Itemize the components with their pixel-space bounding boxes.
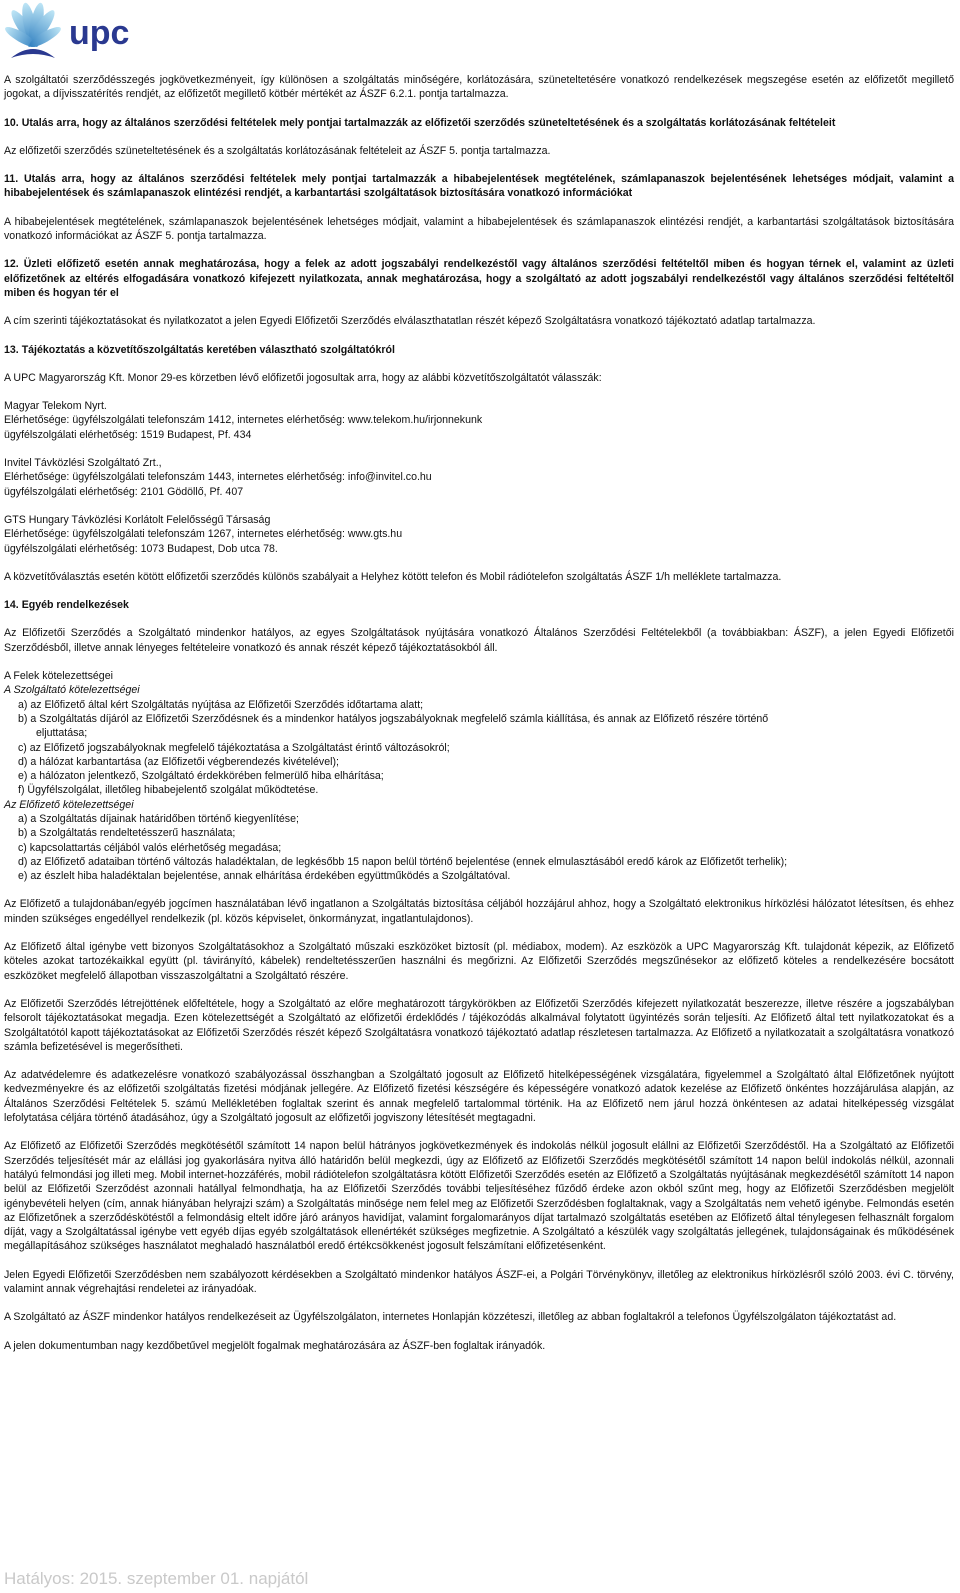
section-12-title: Üzleti előfizető esetén annak meghatározása, hogy a felek az adott jogszabályi rendelkezéstől vagy általános szerződési feltételtől miben és hogyan térnek el, valamint az üzleti előfizetőnek az eltérés elfogadására vonatkozó kifejezett nyilatkozata, annak meghatározása, hogy a szolgáltató az adott jogszabályi rendelkezéstől vagy általános szerződési feltételtől miben és hogyan tér el — [4, 258, 954, 299]
upc-logo-icon — [3, 0, 138, 66]
provider-contact: Elérhetősége: ügyfélszolgálati telefonszám 1443, internetes elérhetőség: info@invitel.co.hu — [4, 471, 432, 484]
section-14-paragraph: Az Előfizető által igénybe vett bizonyos Szolgáltatásokhoz a Szolgáltató műszaki eszközöket biztosít (pl. médiabox, modem). Az eszközök a UPC Magyarország Kft. tulajdonát képezik, az Előfizető köteles azokat tartozékaikkal együtt (pl. távirányító, kábelek) rendeltetésszerűen használni és megőrizni. Az Előfizetői Szerződés megszűnésekor az előfizető köteles a rendelkezésére bocsátott eszközöket megfelelő állapotban visszaszolgáltatni a Szolgáltató részére. — [4, 941, 954, 982]
section-10-title: Utalás arra, hogy az általános szerződési feltételek mely pontjai tartalmazzák az előfizetői szerződés szüneteltetésének és a szolgáltatás korlátozásának feltételeit — [21, 116, 836, 129]
list-item: a) az Előfizető által kért Szolgáltatás nyújtása az Előfizetői Szerződés időtartama alatt; — [18, 698, 424, 711]
section-12-heading — [4, 257, 954, 300]
section-14-heading — [4, 598, 954, 612]
upc-logo — [3, 0, 138, 66]
section-14-paragraph: Az Előfizető az Előfizetői Szerződés megkötésétől számított 14 napon belül hátrányos jogkövetkezmények és indokolás nélkül jogosult elállni az Előfizetői Szerződéstől. Ha a Szolgáltató az Előfizetői Szerződés teljesítését már az elállási jog gyakorlására nyitva álló határidőn belül megkezdi, úgy az Előfizető az Előfizetői Szerződés megkötésétől számított 14 napon belül indokolás nélkül, azonnali hatályú felmondási jog illeti meg. Mobil internet-hozzáférés, mobil rádiótelefon szolgáltatásra kötött Előfizetői Szerződés esetén az Előfizető a Szolgáltatás nyújtásának megkezdésétől számított 14 napon belül az Előfizetői Szerződést azonnali hatállyal felmondhatja, ha az Előfizetői Szerződés további teljesítéséhez fűződő érdeke azon okból szűnt meg, hogy az Előfizetői Szerződésben megjelölt igénybevételi helyen (cím, annak hiányában helyrajzi szám) a Szolgáltatás minősége nem felel meg az Előfizetői Szerződésben foglaltaknak, vagy a Szolgáltatás nem vehető igénybe. Felmondás esetén az Előfizetőnek a szerződéskötéstől a felmondásig eltelt időre járó arányos havidíjat, valamint forgalomarányos díjat tartalmazó szolgáltatás esetében az Előfizető által ténylegesen felhasznált forgalom díját, vagy a Szolgáltatással igénybe vett egyéb díjas egyéb szolgáltatások ellenértékét szükséges megfizetnie. A Szolgáltató a készülék vagy szolgáltatás jellegének, tulajdonságainak és működésének megállapításához szükséges használatot meghaladó használatból eredő értékcsökkenést jogosult felszámítani előfizetésenként. — [4, 1140, 954, 1253]
section-12-body: A cím szerinti tájékoztatásokat és nyilatkozatot a jelen Egyedi Előfizetői Szerződés elválaszthatatlan részét képező Szolgáltatásra vonatkozó tájékoztató adatlap tartalmazza. — [4, 315, 816, 328]
section-11-number: 11. — [4, 173, 19, 186]
list-item: f) Ügyfélszolgálat, illetőleg hibabejelentő szolgálat működtetése. — [18, 784, 319, 797]
section-14-paragraph: Az Előfizetői Szerződés létrejöttének előfeltétele, hogy a Szolgáltató az előre meghatározott tárgykörökben az Előfizetői Szerződés kifejezett nyilatkozatát beszerezze, illetve részére a jogszabályban felsorolt tájékoztatásokat megadja. Ezen kötelezettségét a Szolgáltató az előfizetői érdeklődés / tájékozódás alkalmával folytatott ügyintézés során teljesíti. Az Előfizető által tett nyilatkozatokat és a Szolgáltatótól kapott tájékoztatásokat az Előfizetői Szerződés részét képező Szolgáltatásra vonatkozó tájékoztató adatlap részletesen tartalmazza. Az Előfizető a nyilatkozatait a szolgáltatásra vonatkozó számla befizetésével is megerősítheti. — [4, 997, 954, 1053]
section-11-heading — [4, 172, 954, 201]
section-10-number: 10. — [4, 116, 19, 129]
section-13-heading — [4, 343, 954, 357]
section-11-title: Utalás arra, hogy az általános szerződési feltételek mely pontjai tartalmazzák a hibabejelentések megtételének, számlapanaszok bejelentésének lehetséges módjait, valamint a hibabejelentések és számlapanaszok elintézési rendjét, a karbantartási szolgáltatások biztosítására vonatkozó információkat — [4, 173, 954, 200]
provider-name: Invitel Távközlési Szolgáltató Zrt., — [4, 457, 162, 470]
section-14-paragraph: Az Előfizetői Szerződés a Szolgáltató mindenkor hatályos, az egyes Szolgáltatások nyújtására vonatkozó Általános Szerződési Feltételekből (a továbbiakban: ÁSZF), a jelen Egyedi Előfizetői Szerződésből, illetve annak lényeges feltételeire vonatkozó és annak részét képező tájékoztatásokból áll. — [4, 627, 954, 654]
list-item: e) a hálózaton jelentkező, Szolgáltató érdekkörében felmerülő hiba elhárítása; — [18, 770, 384, 783]
obligations-title: A Felek kötelezettségei — [4, 670, 113, 683]
section-14-paragraph: A jelen dokumentumban nagy kezdőbetűvel megjelölt fogalmak meghatározására az ÁSZF-ben foglaltak irányadók. — [4, 1339, 546, 1352]
section-10-body: Az előfizetői szerződés szüneteltetésének és a szolgáltatás korlátozásának feltételeit az ÁSZF 5. pontja tartalmazza. — [4, 144, 551, 157]
provider-block — [4, 513, 954, 556]
list-item: e) az észlelt hiba haladéktalan bejelentése, annak elhárítása érdekében együttműködés a Szolgáltatóval. — [18, 870, 511, 883]
section-13-intro: A UPC Magyarország Kft. Monor 29-es körzetben lévő előfizetői jogosultak arra, hogy az alábbi közvetítőszolgáltatót válasszák: — [4, 371, 602, 384]
provider-block — [4, 399, 954, 442]
list-item: c) az Előfizető jogszabályoknak megfelelő tájékoztatása a Szolgáltatást érintő változásokról; — [18, 741, 450, 754]
list-item: b) a Szolgáltatás rendeltetésszerű használata; — [18, 827, 236, 840]
provider-office: ügyfélszolgálati elérhetőség: 1519 Budapest, Pf. 434 — [4, 428, 252, 441]
section-14-paragraph: Jelen Egyedi Előfizetői Szerződésben nem szabályozott kérdésekben a Szolgáltató mindenkor hatályos ÁSZF-ei, a Polgári Törvénykönyv, illetőleg az elektronikus hírközlésről szóló 2003. évi C. törvény, valamint annak végrehajtási rendeletei az irányadóak. — [4, 1268, 954, 1295]
section-13-title: Tájékoztatás a közvetítőszolgáltatás keretében választható szolgáltatókról — [21, 343, 395, 356]
section-11-body: A hibabejelentések megtételének, számlapanaszok bejelentésének lehetséges módjait, valamint a hibabejelentések és számlapanaszok elintézési rendjét, a karbantartási szolgáltatások biztosítására vonatkozó információkat az ÁSZF 5. pontja tartalmazza. — [4, 215, 954, 243]
effective-date-watermark: Hatályos: 2015. szeptember 01. napjától — [4, 1569, 309, 1588]
list-item: c) kapcsolattartás céljából valós elérhetőség megadása; — [18, 841, 282, 854]
document-body — [4, 73, 954, 1353]
intro-paragraph: A szolgáltatói szerződésszegés jogkövetkezményeit, így különösen a szolgáltatás minőségére, korlátozására, szüneteltetésére vonatkozó rendelkezések megszegése esetén az előfizetőt megillető jogokat, a díjvisszatérítés rendjét, az előfizetőt megillető kötbér mértékét az ÁSZF 6.2.1. pontja tartalmazza. — [4, 74, 954, 101]
section-14-number: 14. — [4, 599, 19, 612]
section-13-outro: A közvetítőválasztás esetén kötött előfizetői szerződés különös szabályait a Helyhez kötött telefon és Mobil rádiótelefon szolgáltatás ÁSZF 1/h melléklete tartalmazza. — [4, 570, 782, 583]
provider-obligations-list — [4, 698, 954, 798]
list-item: a) a Szolgáltatás díjainak határidőben történő kiegyenlítése; — [18, 812, 299, 825]
provider-name: GTS Hungary Távközlési Korlátolt Felelősségű Társaság — [4, 513, 271, 526]
section-10-heading — [4, 116, 954, 130]
list-item: b) a Szolgáltatás díjáról az Előfizetői Szerződésnek és a mindenkor hatályos jogszabályoknak megfelelő számla kiállítása, és annak az Előfizető részére történő eljuttatása; — [18, 712, 769, 740]
provider-name: Magyar Telekom Nyrt. — [4, 400, 107, 413]
subscriber-obligations-list — [4, 812, 954, 883]
section-14-title: Egyéb rendelkezések — [21, 599, 129, 612]
provider-contact: Elérhetősége: ügyfélszolgálati telefonszám 1412, internetes elérhetőség: www.telekom.hu/irjonnekunk — [4, 414, 483, 427]
provider-office: ügyfélszolgálati elérhetőség: 1073 Budapest, Dob utca 78. — [4, 542, 278, 555]
list-item: d) az Előfizető adataiban történő változás haladéktalan, de legkésőbb 15 napon belül történő bejelentése (ennek elmulasztásából eredő károk az Előfizetőt terhelik); — [18, 855, 788, 868]
provider-block — [4, 456, 954, 499]
section-13-number: 13. — [4, 343, 19, 356]
provider-contact: Elérhetősége: ügyfélszolgálati telefonszám 1267, internetes elérhetőség: www.gts.hu — [4, 528, 403, 541]
section-14-paragraph: Az adatvédelemre és adatkezelésre vonatkozó szabályozással összhangban a Szolgáltató jogosult az Előfizető hitelképességének vizsgálatára, figyelemmel a Szolgáltató által Előfizetőnek nyújtott kedvezményekre és az előfizetői szolgáltatás fizetési módjának jellegére. Az Előfizető fizetési készségére és képességére vonatkozó adatok kezelése az Előfizető önkéntes hozzájárulása alapján, az Általános Szerződési Feltételek 5. számú Mellékletében foglaltak szerint és annak megfelelő tartalommal történik. Ha az Előfizető nem járul hozzá önkéntesen az adatai hitelképesség vizsgálat lefolytatása céljára történő átadásához, úgy a Szolgáltató jogosult az előfizetői jogviszony létesítését megtagadni. — [4, 1069, 954, 1125]
section-12-number: 12. — [4, 258, 19, 271]
section-14-paragraph: A Szolgáltató az ÁSZF mindenkor hatályos rendelkezéseit az Ügyfélszolgálaton, internetes Honlapján közzéteszi, illetőleg az abban foglaltakról a telefonos Ügyfélszolgálaton tájékoztatást ad. — [4, 1311, 897, 1324]
section-14-paragraph: Az Előfizető a tulajdonában/egyéb jogcímen használatában lévő ingatlanon a Szolgáltatás biztosítása céljából hozzájárul ahhoz, hogy a Szolgáltató elektronikus hírközlési hálózatot létesítsen, és ehhez minden szükséges engedéllyel rendelkezik (pl. közös képviselet, önkormányzat, ingatlantulajdonos). — [4, 898, 954, 925]
subscriber-obligations-title: Az Előfizető kötelezettségei — [4, 798, 134, 811]
logo-text: upc — [69, 14, 130, 52]
provider-office: ügyfélszolgálati elérhetőség: 2101 Gödöllő, Pf. 407 — [4, 485, 244, 498]
provider-obligations-title: A Szolgáltató kötelezettségei — [4, 684, 140, 697]
list-item: d) a hálózat karbantartása (az Előfizetői végberendezés kivételével); — [18, 755, 339, 768]
